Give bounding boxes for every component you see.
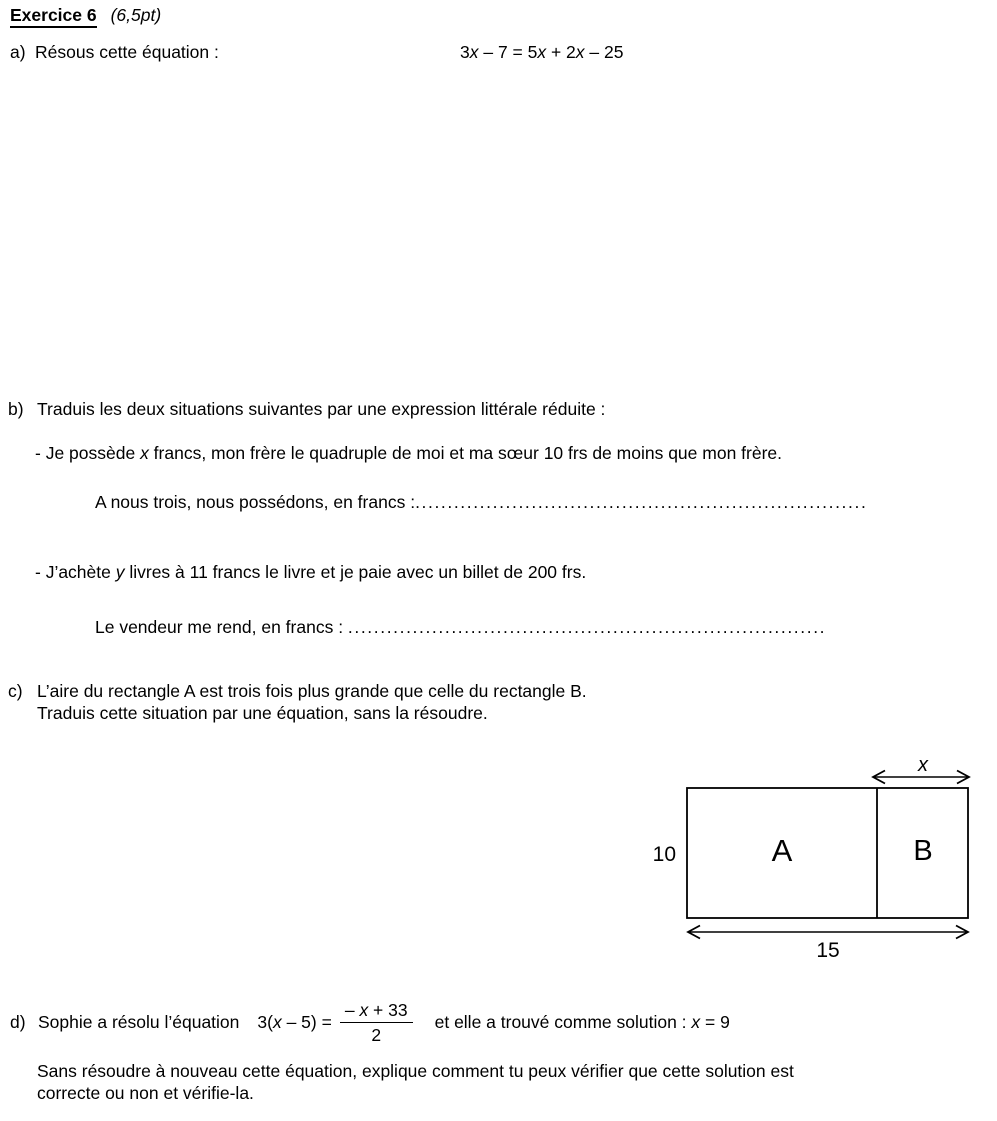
solution-text: et elle a trouvé comme solution : [434, 1011, 692, 1032]
note-text-1: Sans résoudre à nouveau cette équation, explique comment tu peux vérifier que cette solution est [37, 1061, 794, 1081]
part-a-equation [460, 42, 623, 63]
fraction-denominator: 2 [371, 1024, 382, 1045]
rect-b-label: B [913, 835, 933, 867]
part-c-label: c) [8, 681, 23, 701]
rect-a-label: A [771, 833, 793, 868]
part-d-note-line1 [37, 1061, 794, 1082]
equation-term: + 33 [368, 999, 408, 1020]
answer-2-label: Le vendeur me rend, en francs : [95, 617, 348, 637]
part-c-text2: Traduis cette situation par une équation, sans la résoudre. [37, 703, 488, 723]
part-c-text1: L’aire du rectangle A est trois fois plus grande que celle du rectangle B. [37, 681, 587, 701]
equation-variable: x [272, 1011, 282, 1032]
exercise-header [10, 5, 161, 28]
equation-term: – 7 = 5 [478, 42, 538, 62]
answer-2-line [95, 617, 826, 638]
equation-variable: x [575, 42, 585, 62]
part-d-line [10, 992, 730, 1052]
part-d-intro: Sophie a résolu l’équation [38, 1011, 240, 1032]
equation-term: + 2 [546, 42, 576, 62]
width-x-label: x [918, 754, 928, 776]
part-d-note-line2 [37, 1083, 254, 1104]
answer-2-dots: .......................................................................... [347, 617, 827, 637]
part-c-line2 [37, 703, 488, 724]
equation-term: 3( [257, 1011, 273, 1032]
part-d-solution [435, 1012, 730, 1033]
fraction-numerator [340, 1000, 413, 1023]
equation-variable: x [359, 999, 369, 1020]
part-a-label: a) [10, 42, 26, 62]
part-d-equation-left [257, 1012, 331, 1033]
solution-variable: x [691, 1011, 701, 1032]
solution-value: = 9 [700, 1011, 730, 1032]
equation-term: – 5) = [281, 1011, 332, 1032]
situation-2-line [35, 562, 586, 583]
equation-variable: x [469, 42, 479, 62]
equation-variable: x [537, 42, 547, 62]
situation-2-text: livres à 11 francs le livre et je paie avec un billet de 200 frs. [124, 562, 587, 582]
part-b-line [8, 399, 605, 420]
answer-1-dots: ...................................................................... [415, 492, 868, 512]
area-diagram [640, 745, 985, 965]
situation-1-variable: x [140, 443, 149, 463]
exercise-title: Exercice 6 [10, 5, 97, 28]
answer-1-line [95, 492, 867, 513]
note-text-2: correcte ou non et vérifie-la. [37, 1083, 254, 1103]
part-b-prompt: Traduis les deux situations suivantes par une expression littérale réduite : [37, 399, 606, 419]
part-b-label: b) [8, 399, 24, 419]
part-c-line1 [8, 681, 587, 702]
answer-1-label: A nous trois, nous possédons, en francs : [95, 492, 416, 512]
situation-1-text: francs, mon frère le quadruple de moi et ma sœur 10 frs de moins que mon frère. [148, 443, 783, 463]
fraction [340, 1000, 413, 1045]
situation-2-variable: y [115, 562, 125, 582]
part-a-prompt: Résous cette équation : [35, 42, 219, 62]
part-d-label: d) [10, 1011, 26, 1032]
situation-1-line [35, 443, 782, 464]
exercise-points: (6,5pt) [110, 5, 162, 25]
equation-term: – [344, 999, 360, 1020]
width-15-label: 15 [816, 939, 840, 962]
equation-term: 3 [460, 42, 470, 62]
height-label: 10 [652, 843, 676, 866]
equation-term: – 25 [584, 42, 624, 62]
situation-1-text: - Je possède [35, 443, 141, 463]
situation-2-text: - J’achète [35, 562, 116, 582]
part-a-line [10, 42, 219, 63]
